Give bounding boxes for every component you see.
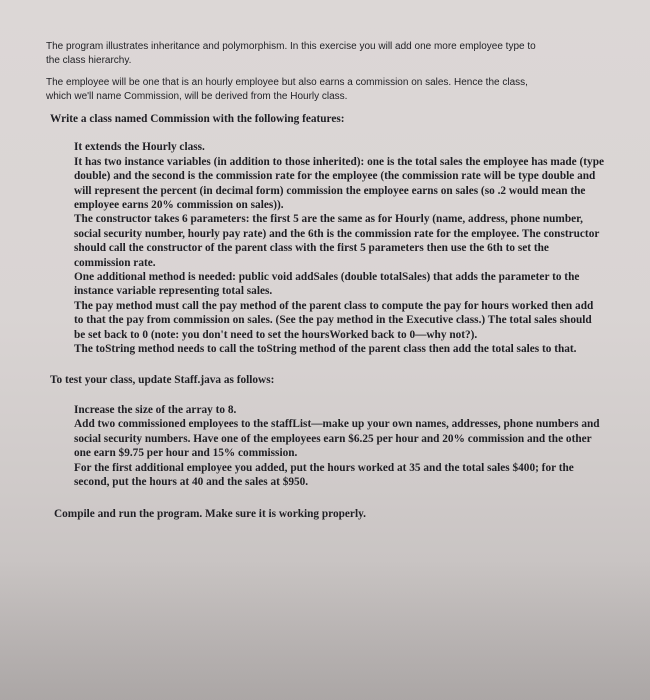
feature-item: The toString method needs to call the toString method of the parent class then add the total sales to that. (74, 343, 577, 356)
feature-item: The constructor takes 6 parameters: the first 5 are the same as for Hourly (name, address, phone number, social security number, hourly pay rate) and the 6th is the commission rate for the employee. The constructor should call the constructor of the parent class with the first 5 parameters then use the 6th to set the commission rate. (74, 213, 600, 269)
feature-item: One additional method is needed: public void addSales (double totalSales) that adds the parameter to the instance variable representing total sales. (74, 271, 580, 298)
step-item: Add two commissioned employees to the staffList—make up your own names, addresses, phone numbers and social security numbers. Have one of the employees earn $6.25 per hour and 20% commission and the other one earn $9.75 per hour and 15% commission. (74, 418, 600, 460)
feature-item: It has two instance variables (in addition to those inherited): one is the total sales the employee has made (type double) and the second is the commission rate for the employee (the commission rate will be type double and will represent the percent (in decimal form) commission the employee earns on sales (so .2 would mean the employee earns 20% commission on sales)). (74, 155, 604, 212)
step-item: Increase the size of the array to 8. (74, 403, 237, 416)
step-item: For the first additional employee you added, put the hours worked at 35 and the total sales $400; for the second, put the hours at 40 and the sales at $950. (74, 461, 574, 488)
feature-list (74, 140, 604, 356)
task-heading: Write a class named Commission with the following features: (50, 113, 345, 125)
closing-instruction: Compile and run the program. Make sure it is working properly. (54, 508, 366, 521)
test-heading: To test your class, update Staff.java as follows: (50, 373, 275, 386)
feature-item: The pay method must call the pay method of the parent class to compute the pay for hours worked then add to that the pay from commission on sales. (See the pay method in the Executive class.) The total sales should be set back to 0 (note: you don't need to set the hoursWorked back to 0—why not?). (74, 299, 594, 341)
feature-item: It extends the Hourly class. (74, 141, 205, 154)
test-steps (74, 403, 604, 489)
intro-paragraph-2: The employee will be one that is an hourly employee but also earns a commission on sales. Hence the class, which we'll name Commission, will be derived from the Hourly class. (46, 77, 528, 102)
intro-paragraph-1: The program illustrates inheritance and polymorphism. In this exercise you will add one more employee type to the class hierarchy. (46, 41, 536, 66)
